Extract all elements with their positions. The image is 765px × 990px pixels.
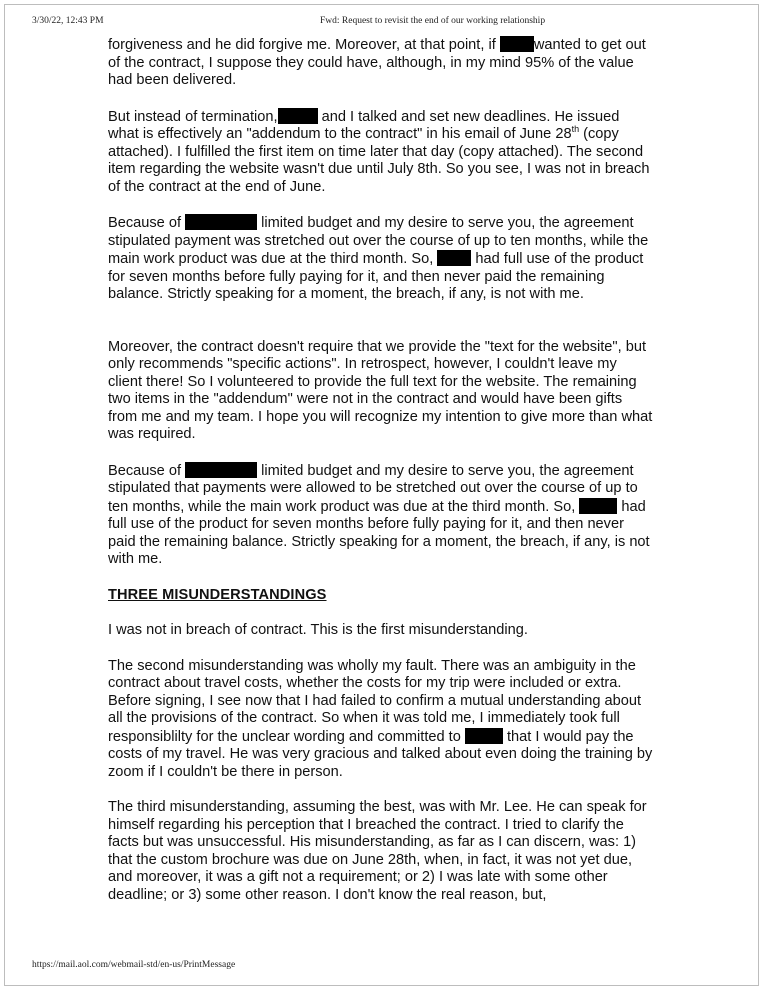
redaction-bar [500, 36, 534, 52]
print-url: https://mail.aol.com/webmail-std/en-us/PrintMessage [32, 960, 236, 970]
letter-body [108, 36, 653, 904]
paragraph-3: Because of limited budget and my desire to serve you, the agreement stipulated payment was stretched out over the course of up to ten months, while the main work product was due at the third month. So, had full use of the product for seven months before fully paying for it, and then never paid the remaining balance. Strictly speaking for a moment, the breach, if any, is not with me. [108, 215, 649, 302]
paragraph-6: I was not in breach of contract. This is the first misunderstanding. [108, 622, 528, 638]
redaction-bar [465, 728, 503, 744]
redaction-bar [185, 462, 257, 478]
email-subject: Fwd: Request to revisit the end of our working relationship [320, 16, 546, 26]
paragraph-5: Because of limited budget and my desire to serve you, the agreement stipulated that payments were allowed to be stretched out over the course of up to ten months, while the main work product was due at the third month. So, had full use of the product for seven months before fully paying for it, and then never paid the remaining balance. Strictly speaking for a moment, the breach, if any, is not with me. [108, 462, 650, 567]
redaction-bar [437, 250, 471, 266]
redaction-bar [579, 498, 617, 514]
paragraph-7: The second misunderstanding was wholly my fault. There was an ambiguity in the contract about travel costs, whether the costs for my trip were included or extra. Before signing, I see now that I had failed to confirm a mutual understanding about all the provisions of the contract. So when it was told me, I immediately took full responsiblilty for the unclear wording and committed to that I would pay the costs of my travel. He was very gracious and talked about even doing the training by zoom if I couldn't be there in person. [108, 657, 653, 780]
paragraph-8: The third misunderstanding, assuming the best, was with Mr. Lee. He can speak for himself regarding his perception that I breached the contract. I tried to clarify the facts but was unsuccessful. His misunderstanding, as far as I can discern, was: 1) that the custom brochure was due on June 28th, when, in fact, it was not yet due, and moreover, it was a gift not a requirement; or 2) I was late with some other deadline; or 3) some other reason. I don't know the real reason, but, [108, 799, 647, 903]
section-heading: THREE MISUNDERSTANDINGS [108, 586, 327, 603]
print-date: 3/30/22, 12:43 PM [32, 16, 104, 26]
paragraph-1: forgiveness and he did forgive me. Moreover, at that point, if wanted to get out of the contract, I suppose they could have, although, in my mind 95% of the value had been delivered. [108, 37, 646, 88]
redaction-bar [185, 214, 257, 230]
redaction-bar [278, 108, 318, 124]
paragraph-2: But instead of termination, and I talked and set new deadlines. He issued what is effectively an "addendum to the contract" in his email of June 28th (copy attached). I fulfilled the first item on time later that day (copy attached). The second item regarding the website wasn't due until July 8th. So you see, I was not in breach of the contract at the end of June. [108, 108, 650, 195]
paragraph-4: Moreover, the contract doesn't require that we provide the "text for the website", but only recommends "specific actions". In retrospect, however, I couldn't leave my client there! So I volunteered to provide the full text for the website. The remaining two items in the "addendum" were not in the contract and would have been gifts from me and my team. I hope you will recognize my intention to give more than what was required. [108, 338, 653, 442]
